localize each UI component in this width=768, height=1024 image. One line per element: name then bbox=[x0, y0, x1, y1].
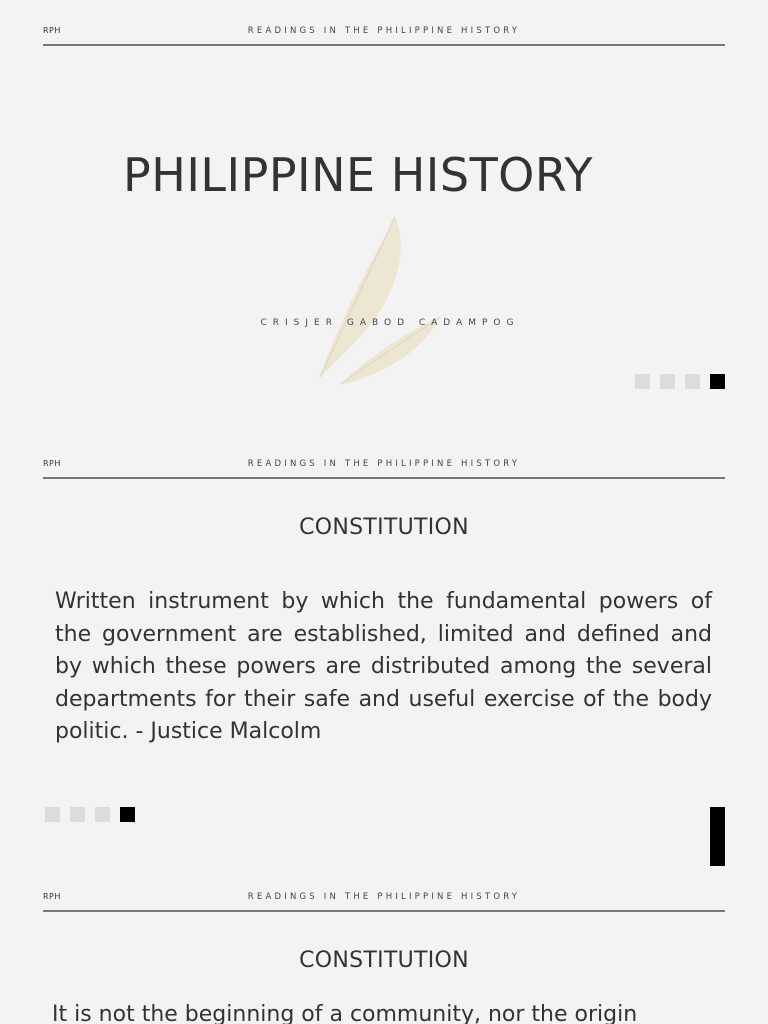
indicator-dot bbox=[70, 807, 85, 822]
author-name: CRISJER GABOD CADAMPOG bbox=[260, 318, 520, 328]
indicator-dot bbox=[635, 374, 650, 389]
header-abbreviation: RPH bbox=[43, 892, 61, 901]
slide-title: CONSTITUTION bbox=[299, 948, 469, 973]
header-course-title: READINGS IN THE PHILIPPINE HISTORY bbox=[247, 892, 521, 902]
header-course-title: READINGS IN THE PHILIPPINE HISTORY bbox=[247, 459, 521, 469]
indicator-dot bbox=[660, 374, 675, 389]
body-text: It is not the beginning of a community, nor the origin bbox=[52, 1002, 638, 1024]
title-slide bbox=[0, 0, 768, 433]
accent-bar bbox=[710, 807, 725, 866]
slide-header bbox=[43, 866, 725, 912]
continuation-slide bbox=[0, 866, 768, 1024]
slide-header bbox=[43, 0, 725, 46]
header-course-title: READINGS IN THE PHILIPPINE HISTORY bbox=[247, 26, 521, 36]
slide-title: CONSTITUTION bbox=[299, 515, 469, 540]
slide-indicator bbox=[635, 374, 725, 389]
feather-icon bbox=[300, 212, 450, 392]
presentation-title: PHILIPPINE HISTORY bbox=[122, 148, 593, 202]
header-abbreviation: RPH bbox=[43, 26, 61, 35]
indicator-dot bbox=[95, 807, 110, 822]
indicator-dot-active bbox=[710, 374, 725, 389]
indicator-dot bbox=[45, 807, 60, 822]
indicator-dot-active bbox=[120, 807, 135, 822]
indicator-dot bbox=[685, 374, 700, 389]
slide-header bbox=[43, 433, 725, 479]
definition-text: Written instrument by which the fundamental powers of the government are established, limited and defined and by which these powers are distributed among the several departments for their safe and useful exercise of the body politic. - Justice Malcolm bbox=[55, 589, 712, 744]
slide-indicator bbox=[45, 807, 135, 822]
definition-slide bbox=[0, 433, 768, 866]
header-abbreviation: RPH bbox=[43, 459, 61, 468]
